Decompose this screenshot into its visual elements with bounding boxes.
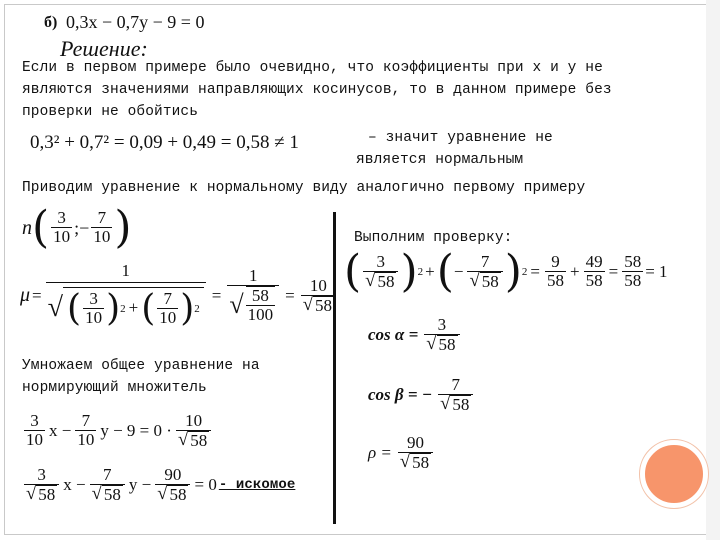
intro-line-1: Если в первом примере было очевидно, что коэффициенты при x и y не bbox=[22, 60, 603, 76]
reduce-text: Приводим уравнение к нормальному виду аналогично первому примеру bbox=[22, 180, 586, 196]
scaled-equation-1: $\frac{3}{10}$ x − $\frac{7}{10}$ y − 9 = 0 · 10 √ 58 bbox=[22, 412, 213, 450]
sought-label: - искомое bbox=[218, 476, 296, 493]
cos-alpha: cos α = 3 √ 58 bbox=[368, 316, 462, 354]
check-note-1: – значит уравнение не bbox=[368, 130, 553, 146]
multiply-line-1: Умножаем общее уравнение на bbox=[22, 358, 260, 374]
mu-third-fraction: 10 √ 58 bbox=[301, 277, 336, 315]
normal-vector bbox=[22, 202, 132, 253]
mu-second-fraction: 1 √ $\frac{58}{100}$ bbox=[227, 267, 279, 324]
vertical-divider bbox=[333, 212, 336, 524]
intro-line-3: проверки не обойтись bbox=[22, 104, 199, 120]
part-label: б) bbox=[44, 14, 58, 31]
separator: ;− bbox=[74, 217, 90, 238]
fraction: $\frac{7}{10}$ bbox=[93, 208, 111, 247]
cos-beta: cos β = − 7 √ 58 bbox=[368, 376, 475, 414]
mu-symbol: μ bbox=[20, 284, 31, 307]
solution-title: Решение: bbox=[60, 36, 148, 61]
header-equation: 0,3x − 0,7y − 9 = 0 bbox=[66, 12, 205, 32]
check-note-2: является нормальным bbox=[356, 152, 524, 168]
right-decorative-strip bbox=[706, 0, 720, 540]
scaled-equation-2: 3 √ 58 x − 7 √ 58 y − 90 √ 58 = 0 - искомое bbox=[26, 465, 296, 504]
verify-expression: ( 3 √ 58 ) 2 + ( − 7 √ 58 ) 2 = $\frac{9}{58}$ + $\frac{49}{58}$ = $\frac{58}{58}$ = 1 bbox=[344, 246, 668, 297]
normal-vector-symbol: n bbox=[22, 216, 32, 239]
right-paren: ) bbox=[114, 202, 132, 253]
mu-main-fraction: 1 √ ( $\frac{3}{10}$ ) 2 + ( $\frac{7}{10}$ ) 2 bbox=[46, 262, 206, 329]
left-paren: ( bbox=[32, 202, 50, 253]
fraction: $\frac{3}{10}$ bbox=[53, 208, 71, 247]
decorative-orange-circle bbox=[640, 440, 708, 508]
multiply-line-2: нормирующий множитель bbox=[22, 380, 207, 396]
verify-title: Выполним проверку: bbox=[354, 230, 513, 246]
intro-line-2: являются значениями направляющих косинусов, то в данном примере без bbox=[22, 82, 612, 98]
rho: ρ = 90 √ 58 bbox=[368, 434, 435, 472]
check-sum-expression: 0,3² + 0,7² = 0,09 + 0,49 = 0,58 ≠ 1 bbox=[30, 132, 299, 153]
mu-expression: μ = 1 √ ( $\frac{3}{10}$ ) 2 + ( $\frac{7}{10}$ ) 2 = 1 √ $\frac{58}{100}$ = 10 √ 58 bbox=[20, 262, 338, 329]
